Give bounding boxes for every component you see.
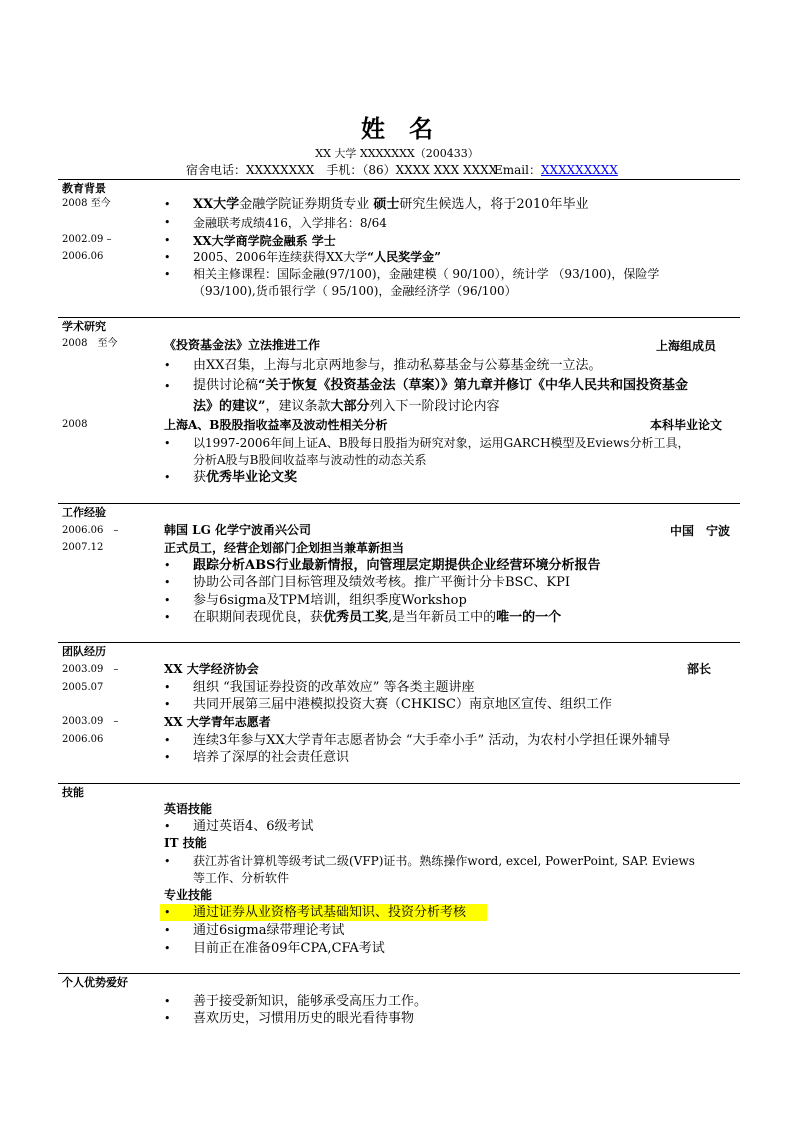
section-title-research: 学术研究 — [62, 320, 106, 333]
bullet: • — [164, 559, 171, 572]
work-location: 中国 宁波 — [670, 524, 731, 538]
date-label: 2005.07 — [62, 682, 104, 693]
bullet: • — [164, 855, 171, 868]
edu-status: 研究生候选人，将于2010年毕业 — [399, 197, 589, 212]
bullet: • — [164, 611, 171, 624]
work-line: 跟踪分析ABS行业最新情报，向管理层定期提供企业经营环境分析报告 — [193, 558, 601, 573]
team-line: 共同开展第三届中港模拟投资大赛（CHKISC）南京地区宣传、组织工作 — [193, 697, 612, 712]
bullet: • — [164, 820, 171, 833]
research-text-bold: “关于恢复《投资基金法（草案）》第九章并修订《中华人民共和国投资基金 — [258, 378, 688, 393]
date-label: 2006.06 — [62, 251, 104, 262]
bullet: • — [164, 698, 171, 711]
research-role: 上海组成员 — [656, 339, 717, 353]
date-label: 2008 至今 — [62, 338, 118, 349]
research-line: 分析A股与B股间收益率与波动性的动态关系 — [193, 453, 427, 467]
skill-category: IT 技能 — [164, 836, 207, 850]
bullet: • — [164, 359, 171, 372]
bullet: • — [164, 906, 171, 919]
school-line: XX 大学 XXXXXXX（200433） — [315, 147, 479, 160]
edu-line — [193, 196, 588, 213]
bullet: • — [164, 594, 171, 607]
contact-email — [494, 162, 618, 178]
skill-line: 通过6sigma绿带理论考试 — [193, 923, 345, 938]
research-role: 本科毕业论文 — [650, 418, 723, 432]
work-company: 韩国 LG 化学宁波甬兴公司 — [164, 523, 312, 537]
work-line: 协助公司各部门目标管理及绩效考核。推广平衡计分卡BSC、KPI — [193, 575, 571, 590]
edu-degree: 硕士 — [373, 197, 400, 212]
team-line: 组织 “我国证券投资的改革效应” 等各类主题讲座 — [193, 680, 475, 695]
research-text-bold: 法》的建议” — [193, 399, 266, 414]
work-text: 在职期间表现优良，获 — [193, 610, 324, 625]
bullet: • — [164, 681, 171, 694]
research-line — [193, 398, 500, 415]
skill-line-highlighted: 通过证券从业资格考试基础知识、投资分析考核 — [193, 905, 467, 920]
research-line: 由XX召集，上海与北京两地参与，推动私募基金与公募基金统一立法。 — [193, 358, 602, 373]
edu-line — [193, 249, 441, 265]
bullet: • — [164, 734, 171, 747]
edu-line: 相关主修课程：国际金融(97/100)，金融建模（ 90/100），统计学 （93/100)，保险学 — [193, 267, 660, 281]
bullet: • — [164, 576, 171, 589]
bullet: • — [164, 995, 171, 1008]
research-text: 列入下一阶段讨论内容 — [369, 399, 500, 414]
skill-line: 通过英语4、6级考试 — [193, 819, 314, 834]
edu-line: XX大学商学院金融系 学士 — [193, 234, 336, 248]
team-org: XX 大学青年志愿者 — [164, 715, 271, 729]
email-link[interactable]: XXXXXXXXX — [540, 163, 618, 177]
research-text: ，建议条款 — [265, 399, 331, 414]
divider — [58, 317, 740, 318]
team-role: 部长 — [687, 662, 712, 676]
bullet: • — [164, 942, 171, 955]
research-line — [193, 377, 688, 394]
work-line: 参与6sigma及TPM培训，组织季度Workshop — [193, 593, 467, 608]
strength-line: 喜欢历史，习惯用历史的眼光看待事物 — [193, 1011, 415, 1026]
bullet: • — [164, 380, 171, 393]
research-line — [193, 469, 297, 486]
skill-category: 英语技能 — [164, 802, 213, 816]
divider — [58, 642, 740, 643]
date-label: 2003.09 – — [62, 664, 119, 675]
strength-line: 善于接受新知识，能够承受高压力工作。 — [193, 994, 428, 1009]
date-label: 2008 — [62, 419, 88, 430]
bullet: • — [164, 437, 171, 450]
bullet: • — [164, 471, 171, 484]
skill-line: 获江苏省计算机等级考试二级(VFP)证书。熟练操作word, excel, PowerPoint, SAP. Eviews — [193, 854, 695, 868]
date-label: 2006.06 — [62, 734, 104, 745]
date-label: 2006.06 – — [62, 525, 119, 536]
bullet: • — [164, 1012, 171, 1025]
resume-name: 姓 名 — [361, 115, 433, 143]
bullet: • — [164, 751, 171, 764]
team-line: 培养了深厚的社会责任意识 — [193, 750, 350, 765]
section-title-strengths: 个人优势爱好 — [62, 976, 128, 989]
research-heading: 《投资基金法》立法推进工作 — [164, 338, 321, 352]
email-label: Email： — [494, 163, 541, 177]
divider — [58, 783, 740, 784]
contact-phones: 宿舍电话：XXXXXXXX 手机：（86）XXXX XXX XXXX — [186, 163, 498, 177]
work-text: ,是当年新员工中的 — [388, 610, 497, 625]
research-text: 提供讨论稿 — [193, 378, 259, 393]
section-title-work: 工作经验 — [62, 506, 106, 519]
divider — [58, 179, 740, 180]
research-line: 以1997-2006年间上证A、B股每日股指为研究对象，运用GARCH模型及Eviews分析工具， — [193, 436, 690, 450]
bullet: • — [164, 251, 171, 264]
divider — [58, 503, 740, 504]
edu-school: XX大学 — [193, 197, 240, 212]
research-text: 获 — [193, 470, 207, 485]
work-text-bold: 唯一的一个 — [496, 610, 562, 625]
section-title-team: 团队经历 — [62, 645, 106, 658]
edu-award-name: “人民奖学金” — [367, 250, 441, 264]
team-line: 连续3年参与XX大学青年志愿者协会 “大手牵小手” 活动，为农村小学担任课外辅导 — [193, 733, 671, 748]
research-heading: 上海A、B股股指收益率及波动性相关分析 — [164, 418, 388, 432]
edu-line: 金融联考成绩416，入学排名：8/64 — [193, 216, 387, 230]
skill-line: 目前正在准备09年CPA,CFA考试 — [193, 941, 385, 956]
divider — [58, 973, 740, 974]
section-title-skills: 技能 — [62, 786, 84, 799]
edu-award-text: 2005、2006年连续获得XX大学 — [193, 250, 368, 264]
work-line — [193, 609, 561, 626]
edu-line: （93/100),货币银行学（ 95/100)，金融经济学（96/100） — [193, 284, 517, 298]
work-position: 正式员工，经营企划部门企划担当兼革新担当 — [164, 541, 405, 555]
bullet: • — [164, 234, 171, 247]
bullet: • — [164, 268, 171, 281]
edu-major: 金融学院证券期货专业 — [239, 197, 370, 212]
skill-category: 专业技能 — [164, 888, 213, 902]
skill-line: 等工作、分析软件 — [193, 871, 290, 885]
team-org: XX 大学经济协会 — [164, 662, 259, 676]
date-label: 2003.09 – — [62, 716, 119, 727]
bullet: • — [164, 924, 171, 937]
date-label: 2008 至今 — [62, 198, 111, 209]
date-label: 2007.12 — [62, 542, 104, 553]
bullet: • — [164, 216, 171, 229]
section-title-education: 教育背景 — [62, 182, 106, 195]
bullet: • — [164, 198, 171, 211]
research-text-bold: 优秀毕业论文奖 — [206, 470, 298, 485]
research-text-bold: 大部分 — [330, 399, 370, 414]
date-label: 2002.09 – — [62, 234, 112, 245]
work-text-bold: 优秀员工奖 — [323, 610, 389, 625]
